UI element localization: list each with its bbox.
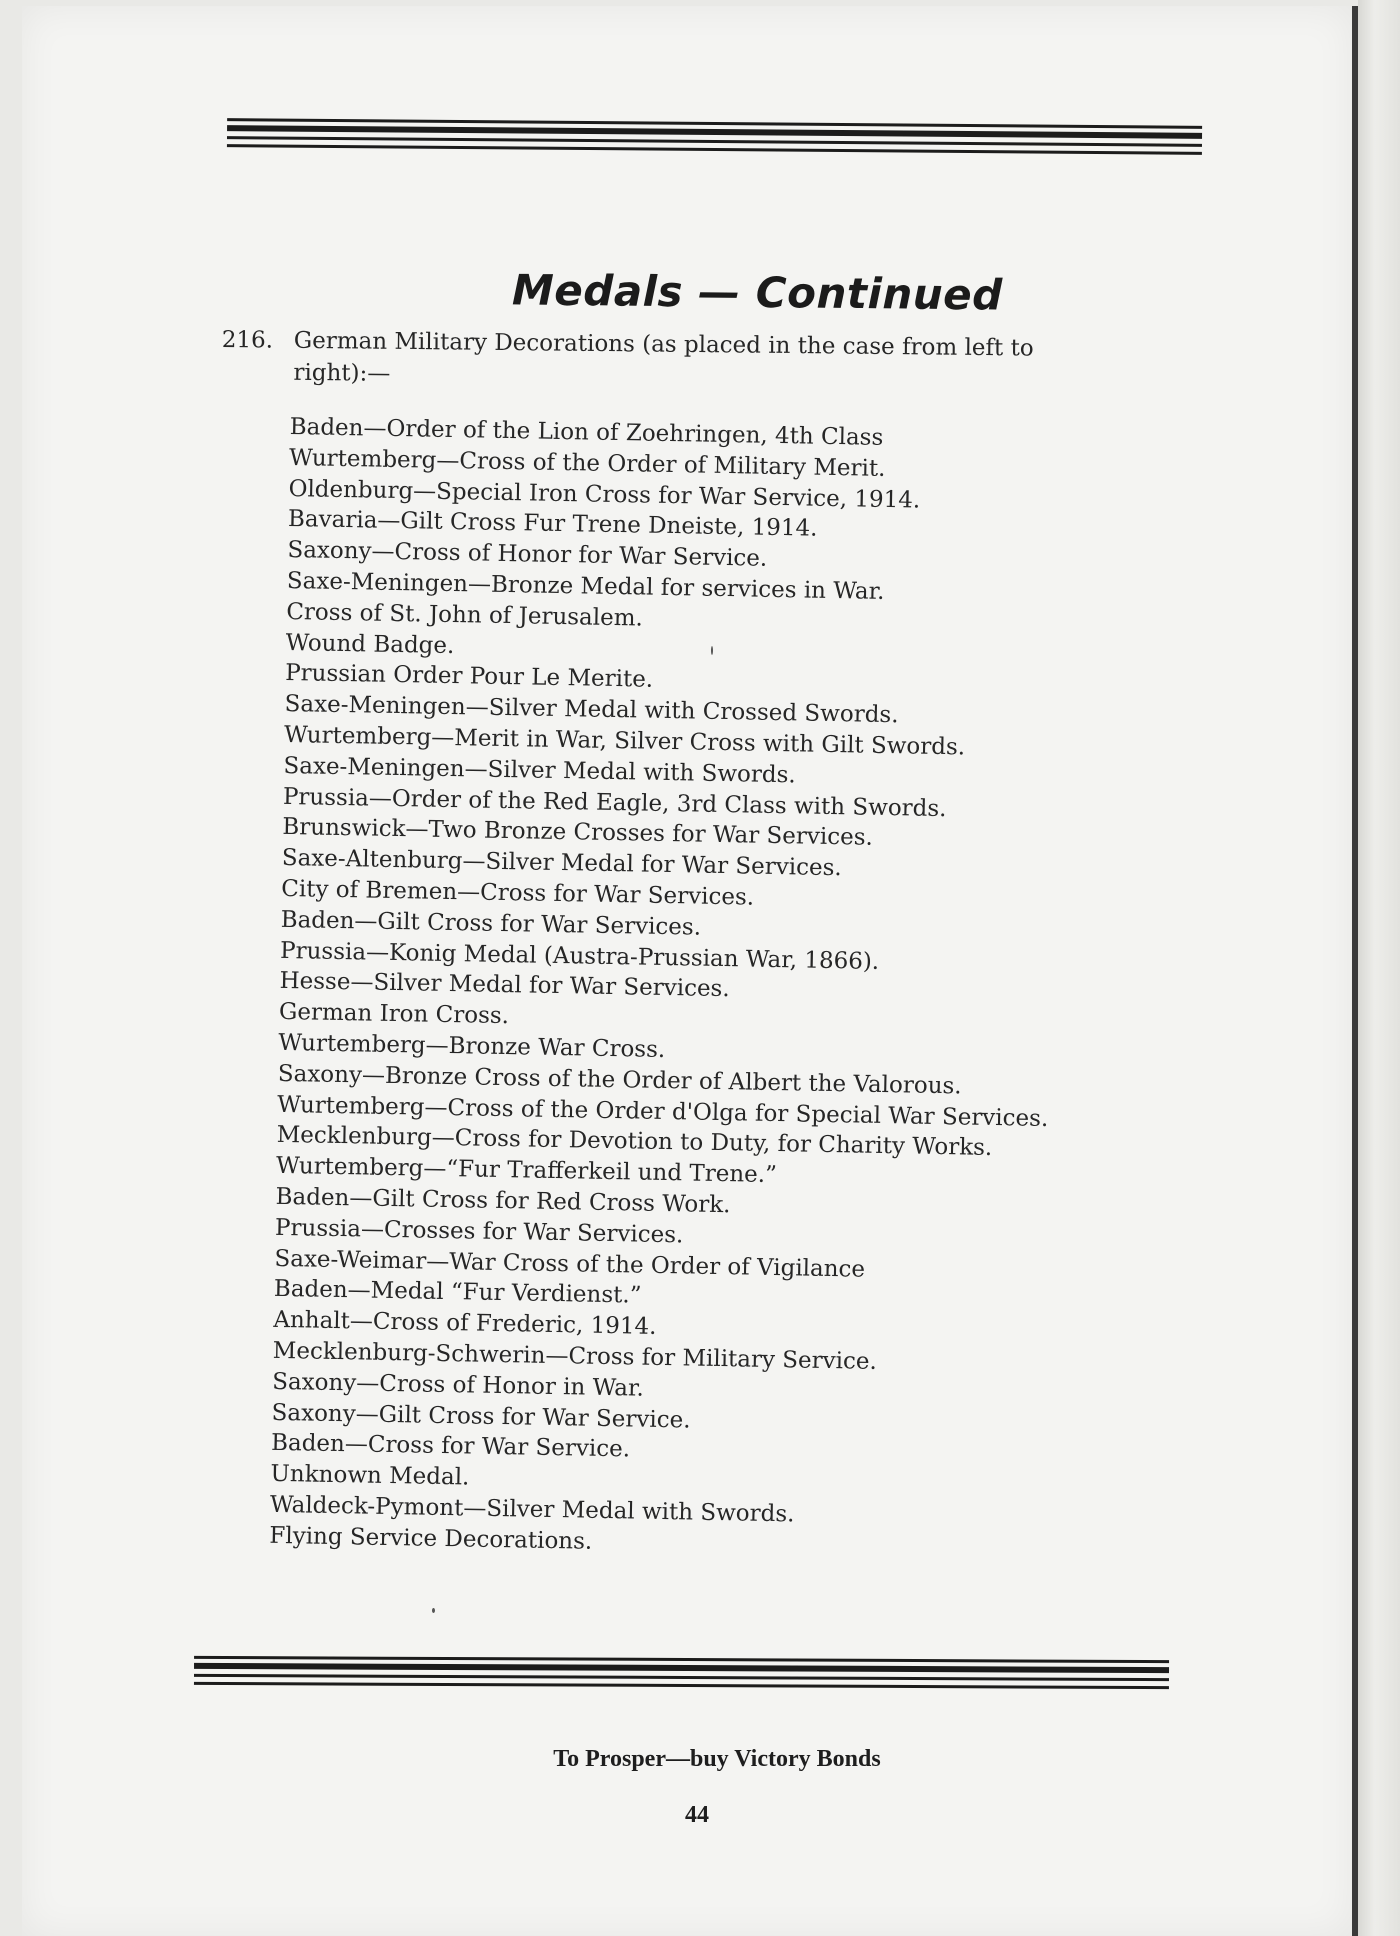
decoration-entry: Saxe-Weimar—War Cross of the Order of Vigilance (274, 1245, 866, 1283)
footer-slogan: To Prosper—buy Victory Bonds (553, 1746, 881, 1772)
decoration-entry: Baden—Gilt Cross for War Services. (280, 906, 702, 941)
decoration-entry: Flying Service Decorations. (269, 1522, 593, 1555)
decoration-entry: Wurtemberg—Merit in War, Silver Cross with Gilt Swords. (283, 721, 966, 761)
decoration-entry: Cross of St. John of Jerusalem. (286, 598, 644, 632)
decoration-entry: Baden—Medal “Fur Verdienst.” (273, 1276, 642, 1309)
decoration-entry: Baden—Gilt Cross for Red Cross Work. (275, 1183, 731, 1219)
decoration-entry: Saxony—Cross of Honor for War Service. (287, 537, 768, 572)
item-heading (221, 324, 1207, 398)
decoration-entry: Mecklenburg—Cross for Devotion to Duty, for Charity Works. (276, 1122, 993, 1162)
decoration-entry: Prussian Order Pour Le Merite. (284, 660, 654, 694)
decoration-entry: Wurtemberg—Cross of the Order d'Olga for Special War Services. (277, 1091, 1049, 1132)
decoration-entry: Saxe-Meningen—Silver Medal with Swords. (283, 752, 796, 789)
decoration-entry: Waldeck-Pymont—Silver Medal with Swords. (269, 1491, 795, 1528)
decoration-entry: Unknown Medal. (270, 1460, 470, 1491)
bottom-decorative-rules (194, 1656, 1169, 1694)
decoration-entry: Brunswick—Two Bronze Crosses for War Services. (282, 814, 874, 852)
decoration-entry: Anhalt—Cross of Frederic, 1914. (273, 1306, 657, 1340)
page-number: 44 (685, 1802, 709, 1828)
decoration-entry: Prussia—Konig Medal (Austra-Prussian War, 1866). (279, 937, 880, 975)
item-heading-line2: right):— (293, 359, 391, 387)
item-description: German Military Decorations (as placed in the case from left to (293, 327, 1034, 362)
decoration-entry: Mecklenburg-Schwerin—Cross for Military Service. (272, 1337, 878, 1375)
decoration-entry: Saxony—Bronze Cross of the Order of Albert the Valorous. (277, 1060, 962, 1100)
decoration-entry: Wurtemberg—Bronze War Cross. (278, 1029, 666, 1063)
decoration-entry: Wurtemberg—“Fur Trafferkeil und Trene.” (275, 1153, 778, 1189)
decoration-entry: Baden—Cross for War Service. (270, 1430, 631, 1463)
decoration-entry: Saxe-Meningen—Silver Medal with Crossed Swords. (284, 691, 899, 729)
decoration-entry: Hesse—Silver Medal for War Services. (279, 968, 730, 1003)
decoration-entry: City of Bremen—Cross for War Services. (281, 875, 755, 911)
decoration-entry: Saxony—Cross of Honor in War. (271, 1368, 645, 1402)
decoration-entry: Baden—Order of the Lion of Zoehringen, 4th Class (289, 413, 884, 451)
book-page (22, 6, 1358, 1936)
decoration-entry: Saxe-Meningen—Bronze Medal for services in War. (286, 567, 885, 605)
decorations-list (269, 412, 1210, 1568)
top-decorative-rules (227, 118, 1202, 160)
decoration-entry: Wound Badge. (285, 629, 455, 659)
decoration-entry: German Iron Cross. (278, 999, 510, 1030)
decoration-entry: Saxe-Altenburg—Silver Medal for War Services. (281, 845, 842, 882)
decoration-entry: Saxony—Gilt Cross for War Service. (271, 1399, 691, 1434)
decoration-entry: Prussia—Order of the Red Eagle, 3rd Class with Swords. (282, 783, 947, 822)
page-title: Medals — Continued (511, 265, 1003, 320)
decoration-entry: Prussia—Crosses for War Services. (274, 1214, 684, 1249)
scan-speck (711, 646, 713, 655)
item-number: 216. (221, 326, 274, 354)
scan-speck (432, 1608, 435, 1613)
adjacent-page-edge (1358, 0, 1400, 1936)
decoration-entry: Oldenburg—Special Iron Cross for War Service, 1914. (288, 475, 921, 514)
decoration-entry: Wurtemberg—Cross of the Order of Military Merit. (288, 444, 886, 482)
decoration-entry: Bavaria—Gilt Cross Fur Trene Dneiste, 1914. (287, 506, 818, 543)
